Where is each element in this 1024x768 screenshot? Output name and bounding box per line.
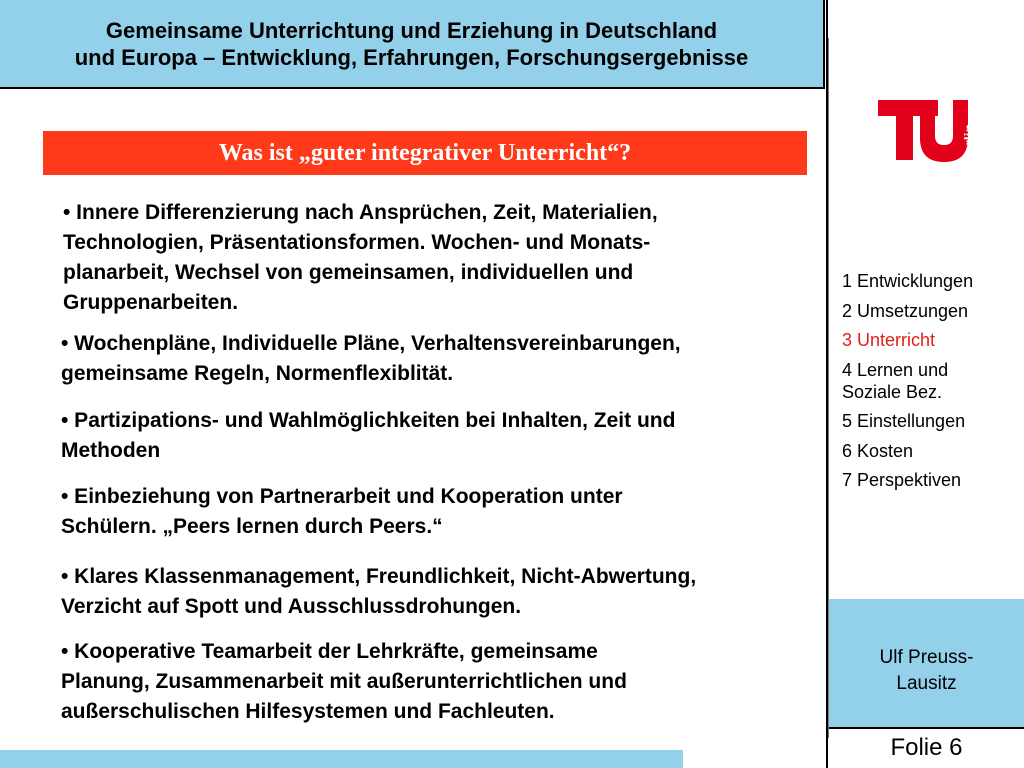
- tu-berlin-logo: [876, 96, 988, 178]
- slide-number: Folie 6: [890, 734, 963, 761]
- nav-item-kosten[interactable]: 6 Kosten: [842, 440, 914, 461]
- bullet-item: • Partizipations- und Wahlmöglichkeiten bei Inhalten, Zeit und Methoden: [61, 409, 676, 462]
- author-box: [829, 599, 1024, 727]
- slide-header: [0, 0, 825, 89]
- nav-item-entwicklungen[interactable]: 1 Entwicklungen: [842, 271, 974, 291]
- header-title-line2: und Europa – Entwicklung, Erfahrungen, Forschungsergebnisse: [74, 45, 749, 70]
- bullet-item: • Wochenpläne, Individuelle Pläne, Verhaltensvereinbarungen, gemeinsame Regeln, Normenflexiblität.: [61, 332, 681, 385]
- section-nav: [842, 270, 1022, 499]
- nav-item-einstellungen[interactable]: 5 Einstellungen: [842, 411, 966, 431]
- slide-subtitle: Was ist „guter integrativer Unterricht“?: [43, 131, 807, 175]
- logo-text: berlin: [961, 123, 977, 162]
- bullet-item: • Kooperative Teamarbeit der Lehrkräfte, gemeinsame Planung, Zusammenarbeit mit außerunterrichtlichen und außerschulischen Hilfesystemen und Fachleuten.: [61, 640, 627, 723]
- nav-item-lernen[interactable]: 4 Lernen und Soziale Bez.: [842, 359, 949, 402]
- bottom-accent-strip: [0, 750, 683, 768]
- nav-item-unterricht[interactable]: 3 Unterricht: [842, 330, 936, 350]
- bullet-item: • Klares Klassenmanagement, Freundlichkeit, Nicht-Abwertung, Verzicht auf Spott und Ausschlussdrohungen.: [61, 565, 697, 618]
- author-name: [829, 645, 1024, 697]
- nav-item-perspektiven[interactable]: 7 Perspektiven: [842, 470, 962, 490]
- author-line1: Ulf Preuss-: [879, 647, 974, 668]
- nav-item-umsetzungen[interactable]: 2 Umsetzungen: [842, 300, 969, 321]
- header-title-line1: Gemeinsame Unterrichtung und Erziehung in Deutschland: [105, 18, 718, 43]
- bullet-item: • Einbeziehung von Partnerarbeit und Kooperation unter Schülern. „Peers lernen durch Peers.“: [61, 485, 623, 538]
- bullet-item: • Innere Differenzierung nach Ansprüchen, Zeit, Materialien, Technologien, Präsentationsformen. Wochen- und Monats- planarbeit, Wechsel von gemeinsamen, individuellen und Gruppenarbeiten.: [63, 201, 658, 314]
- author-line2: Lausitz: [896, 673, 957, 694]
